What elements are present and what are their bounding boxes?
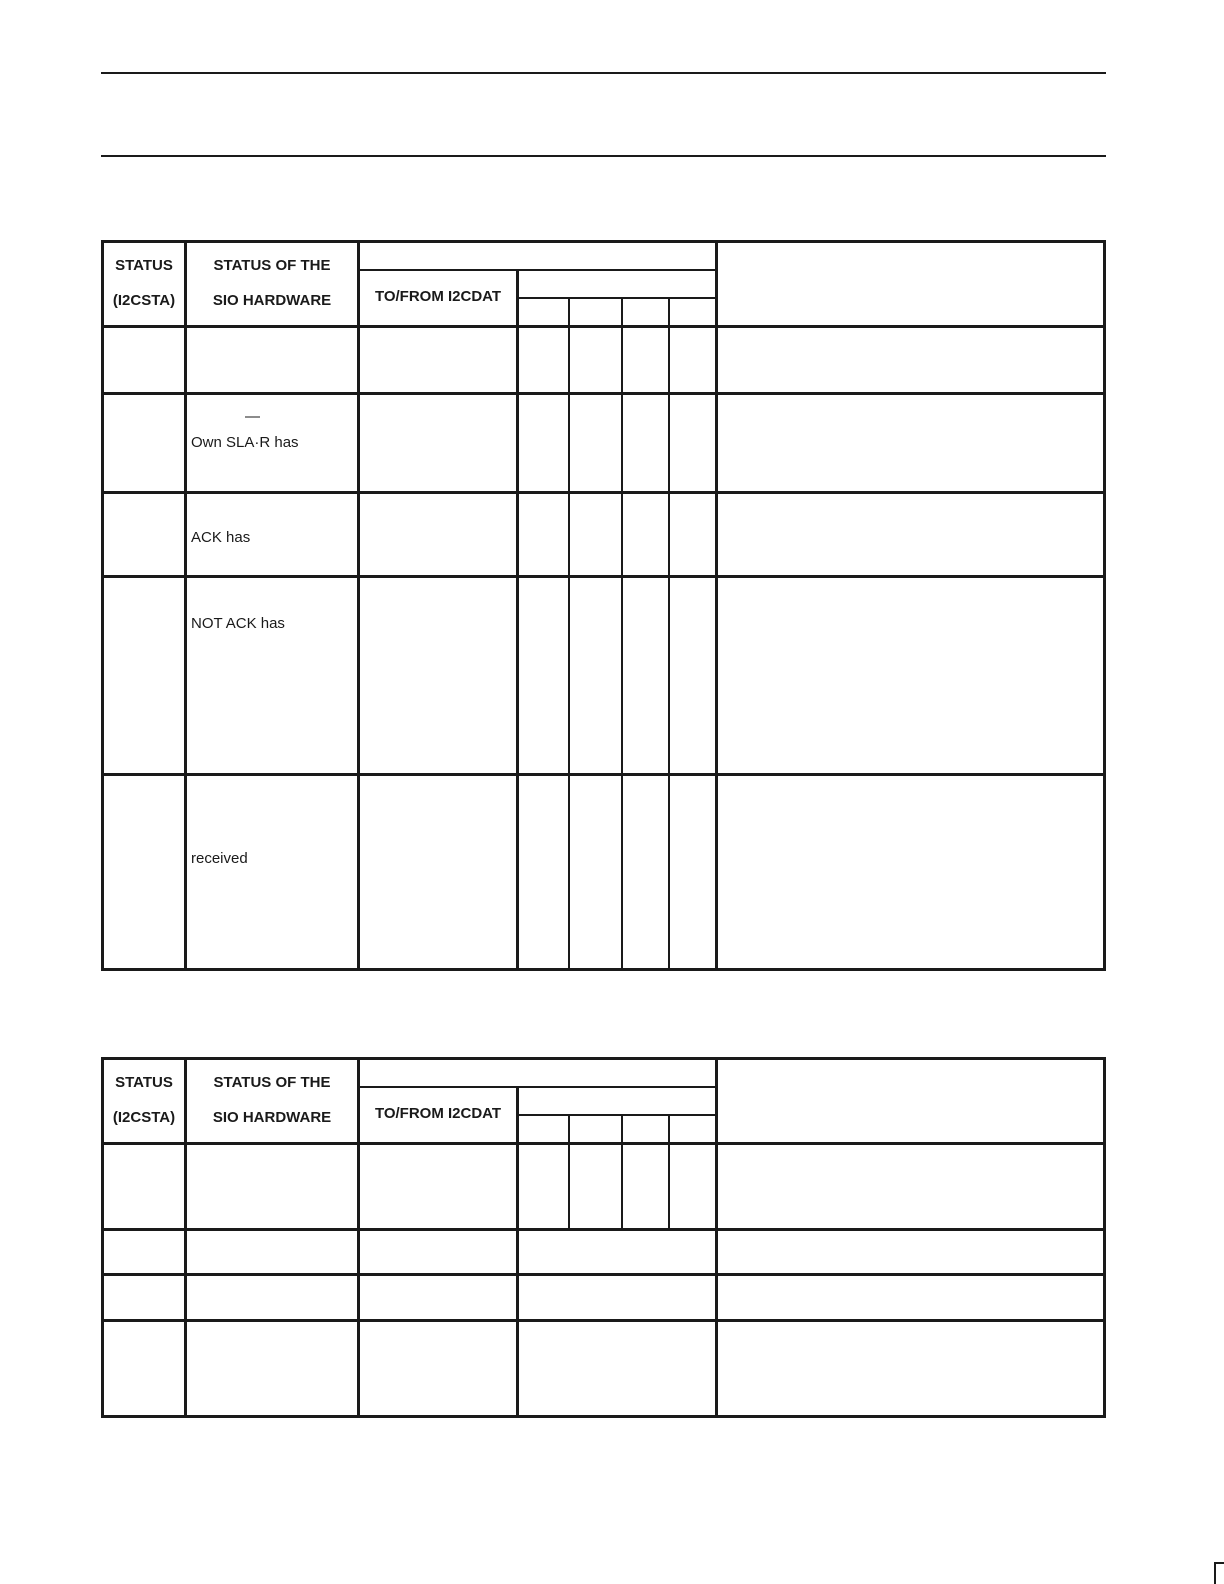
row5-sio-text: received [191,850,248,867]
table-border-left [101,240,104,971]
col-divider [357,240,360,971]
table-border-bottom [101,1415,1106,1418]
bit-col-divider [621,298,623,971]
row-separator [101,1273,1106,1276]
header-rule-bottom [101,155,1106,157]
bit-col-divider [568,1115,570,1228]
row-separator [101,1142,1106,1145]
row-separator [101,325,1106,328]
col-divider [184,240,187,971]
col-divider [516,1087,519,1418]
slave-transmitter-status-table [101,240,1106,971]
miscellaneous-status-table [101,1057,1106,1418]
corner-crop-mark [1214,1562,1224,1584]
header-subrule [357,1086,717,1088]
bit-col-divider [568,298,570,971]
status-header-register: (I2CSTA) [112,292,176,309]
col-divider [715,1057,718,1418]
row4-sio-text: NOT ACK has [191,615,285,632]
col-divider [715,240,718,971]
header-subrule [516,1114,717,1116]
row-separator [101,392,1106,395]
row2-sio-text: Own SLA·R has [191,434,299,451]
row3-sio-text: ACK has [191,529,251,546]
row-separator [101,491,1106,494]
table-border-right [1103,1057,1106,1418]
col-divider [516,270,519,971]
sio-hardware-header-line2: SIO HARDWARE [212,292,332,309]
table-border-right [1103,240,1106,971]
table-border-bottom [101,968,1106,971]
bit-col-divider [668,298,670,971]
row2-overline: — [245,408,260,425]
header-rule-top [101,72,1106,74]
to-from-i2cdat-header: TO/FROM I2CDAT [374,1105,502,1122]
sio-hardware-header-line2: SIO HARDWARE [212,1109,332,1126]
header-subrule [516,297,717,299]
sio-hardware-header: STATUS OF THE [213,1074,331,1091]
status-header-register: (I2CSTA) [112,1109,176,1126]
bit-col-divider [621,1115,623,1228]
row-separator [101,1319,1106,1322]
table-border-top [101,240,1106,243]
to-from-i2cdat-header: TO/FROM I2CDAT [374,288,502,305]
row-separator [101,1228,1106,1231]
table-border-top [101,1057,1106,1060]
status-header: STATUS [115,257,173,274]
row-separator [101,773,1106,776]
sio-hardware-header: STATUS OF THE [213,257,331,274]
bit-col-divider [668,1115,670,1228]
row-separator [101,575,1106,578]
header-subrule [357,269,717,271]
status-header: STATUS [115,1074,173,1091]
